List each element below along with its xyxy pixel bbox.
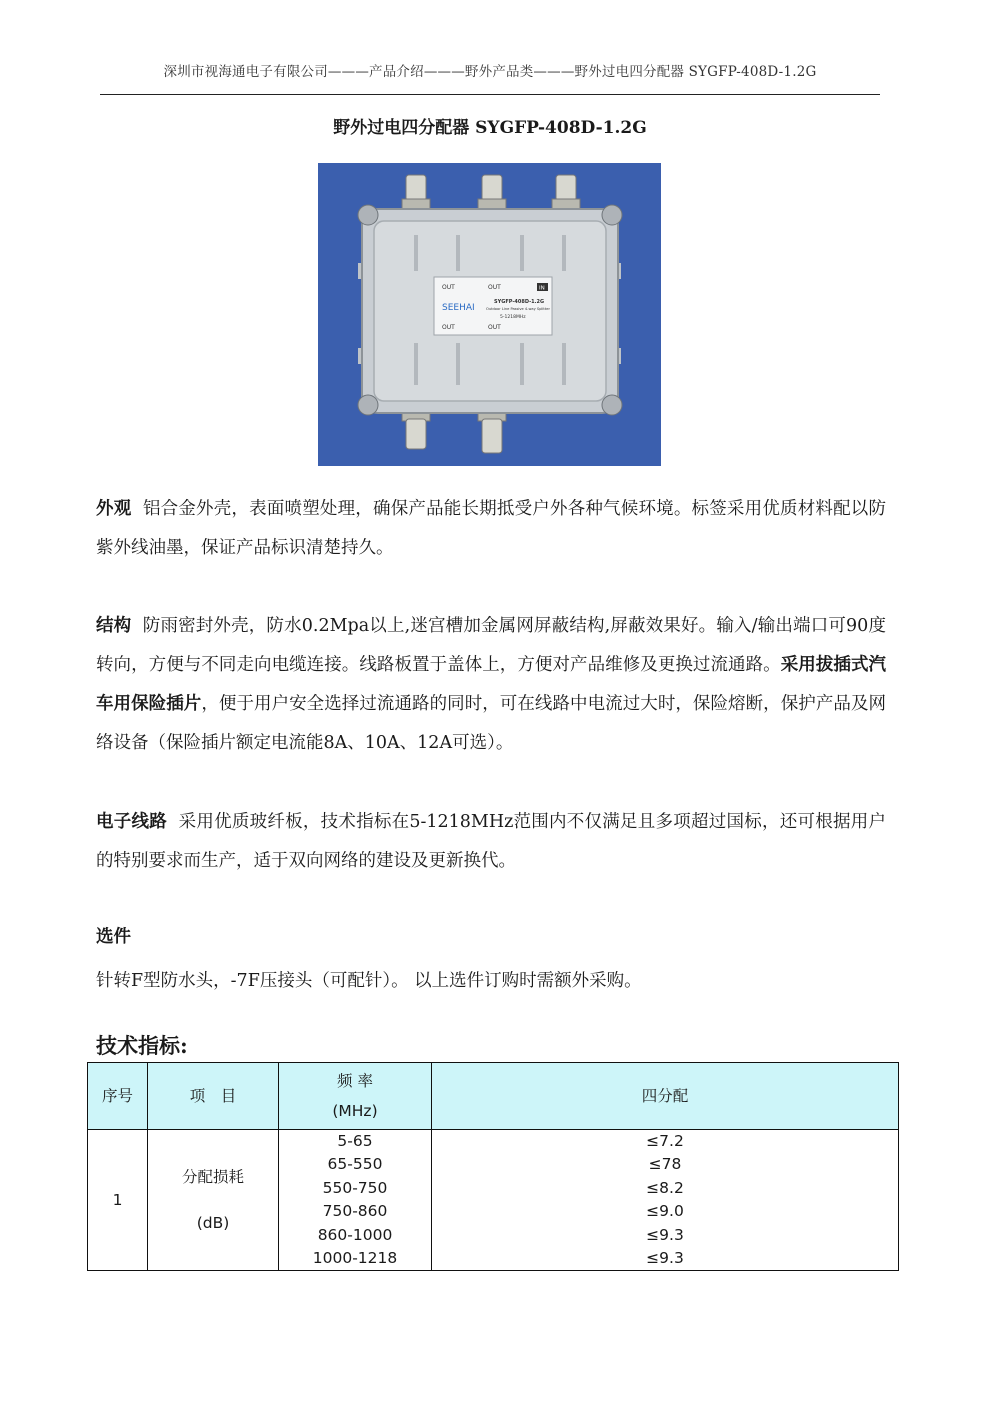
options-text: 针转F型防水头，-7F压接头（可配针）。 以上选件订购时需额外采购。 — [96, 971, 642, 991]
document-title: 野外过电四分配器 SYGFP-408D-1.2G — [333, 118, 647, 138]
label-freq: 5-1218MHz — [500, 315, 526, 320]
connector-top-middle — [478, 175, 506, 213]
label-model: SYGFP-408D-1.2G — [494, 299, 545, 305]
structure-section — [96, 607, 886, 763]
label-out-4: OUT — [488, 324, 501, 331]
header-no: 序号 — [88, 1063, 148, 1130]
label-in: IN — [539, 285, 545, 292]
connector-top-right — [552, 175, 580, 213]
row-item-line1: 分配损耗 — [181, 1168, 244, 1187]
loss-value: ≤8.2 — [646, 1178, 684, 1197]
header-freq-line2: (MHz) — [332, 1102, 378, 1120]
options-heading: 选件 — [96, 927, 131, 947]
loss-value: ≤78 — [648, 1155, 682, 1174]
row-no: 1 — [88, 1130, 148, 1271]
label-desc: Outdoor Line Passive 4-way Splitter — [486, 307, 550, 311]
freq-value: 750-860 — [322, 1202, 388, 1221]
structure-text-b: ，便于用户安全选择过流通路的同时，可在线路中电流过大时，保险熔断，保护产品及网络设备（保险插片额定电流能8A、10A、12A可选）。 — [96, 694, 886, 753]
appearance-text: 铝合金外壳，表面喷塑处理，确保产品能长期抵受户外各种气候环境。标签采用优质材料配以防紫外线油墨，保证产品标识清楚持久。 — [96, 499, 887, 558]
label-out-2: OUT — [488, 284, 501, 291]
circuit-heading: 电子线路 — [96, 812, 167, 832]
structure-heading: 结构 — [96, 616, 132, 636]
label-out-1: OUT — [442, 284, 455, 291]
table-row — [88, 1130, 899, 1271]
structure-bold-text: 采用拔插式汽车用保险插片 — [96, 655, 887, 714]
row-item — [148, 1130, 279, 1271]
freq-value: 550-750 — [322, 1178, 388, 1197]
spec-title: 技术指标: — [96, 1033, 188, 1058]
label-brand: SEEHAI — [442, 303, 475, 313]
freq-value: 65-550 — [327, 1155, 383, 1174]
label-out-3: OUT — [442, 324, 455, 331]
loss-value: ≤9.0 — [646, 1202, 684, 1221]
spec-table-header-row — [88, 1063, 899, 1130]
structure-text-a: 防雨密封外壳，防水0.2Mpa以上,迷宫槽加金属网屏蔽结构,屏蔽效果好。输入/输出端口可90度转向，方便与不同走向电缆连接。线路板置于盖体上，方便对产品维修及更换过流通路。 — [96, 616, 886, 675]
appearance-section — [96, 490, 886, 568]
appearance-heading: 外观 — [96, 499, 132, 519]
circuit-section — [96, 803, 886, 881]
circuit-text: 采用优质玻纤板，技术指标在5-1218MHz范围内不仅满足且多项超过国标，还可根据用户的特别要求而生产，适于双向网络的建设及更新换代。 — [96, 812, 886, 871]
header-freq-line1: 频 率 — [337, 1072, 373, 1090]
product-photo — [318, 163, 661, 466]
row-item-line2: (dB) — [196, 1214, 230, 1233]
page-header-breadcrumb: 深圳市视海通电子有限公司———产品介绍———野外产品类———野外过电四分配器 SYGFP-408D-1.2G — [163, 64, 817, 80]
header-value: 四分配 — [432, 1063, 899, 1130]
loss-value: ≤9.3 — [646, 1225, 684, 1244]
freq-value: 1000-1218 — [312, 1248, 398, 1267]
freq-value: 5-65 — [337, 1132, 373, 1150]
loss-value: ≤7.2 — [646, 1132, 684, 1150]
freq-value: 860-1000 — [317, 1225, 393, 1244]
loss-value: ≤9.3 — [646, 1248, 684, 1267]
row-freqs — [279, 1130, 432, 1271]
header-item: 项 目 — [148, 1063, 279, 1130]
row-values — [432, 1130, 899, 1271]
connector-top-left — [402, 175, 430, 213]
header-divider — [100, 94, 880, 95]
spec-table — [87, 1062, 899, 1271]
header-freq — [279, 1063, 432, 1130]
